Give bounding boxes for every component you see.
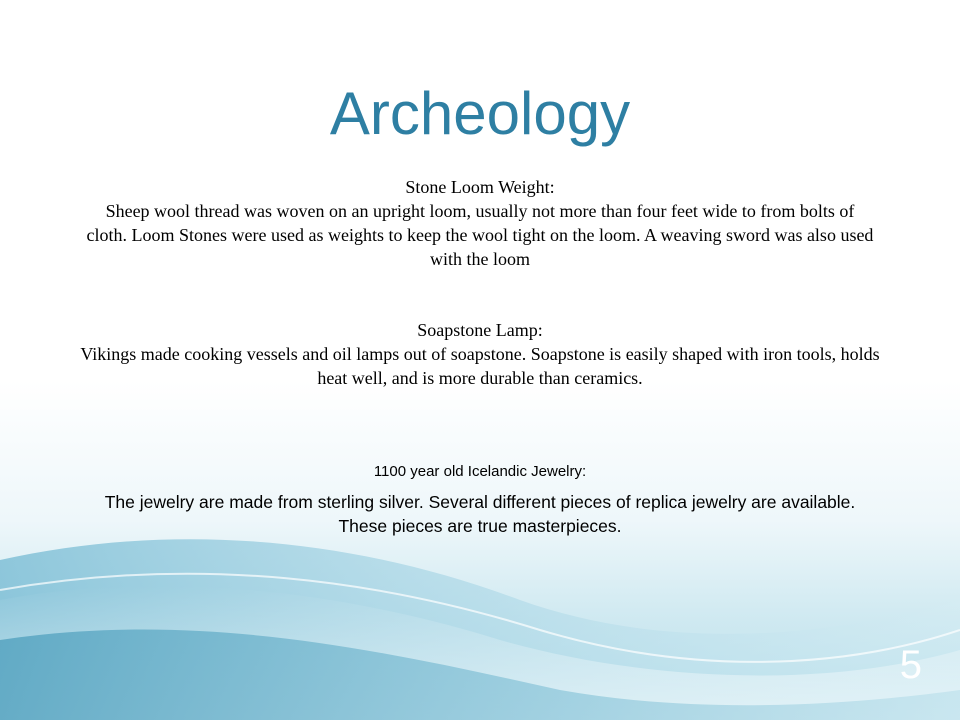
page-number: 5: [899, 643, 922, 687]
section-line: Sheep wool thread was woven on an upright loom, usually not more than four feet wide to from bolts of: [105, 201, 855, 221]
section-heading: Stone Loom Weight:: [405, 177, 555, 197]
section-soapstone-lamp: [0, 318, 960, 390]
section-jewelry: [0, 490, 960, 538]
slide-title: Archeology: [329, 80, 631, 147]
section-line: The jewelry are made from sterling silver. Several different pieces of replica jewelry are available.: [104, 492, 856, 512]
section-heading: Soapstone Lamp:: [417, 320, 543, 340]
section-line: heat well, and is more durable than ceramics.: [317, 368, 643, 388]
section-line: with the loom: [430, 249, 530, 269]
section-line: Vikings made cooking vessels and oil lamps out of soapstone. Soapstone is easily shaped with iron tools, holds: [80, 344, 880, 364]
section-line: These pieces are true masterpieces.: [338, 516, 622, 536]
section-stone-loom-weight: [0, 175, 960, 271]
section-heading-jewelry: 1100 year old Icelandic Jewelry:: [373, 463, 587, 480]
section-line: cloth. Loom Stones were used as weights to keep the wool tight on the loom. A weaving sword was also used: [86, 225, 874, 245]
